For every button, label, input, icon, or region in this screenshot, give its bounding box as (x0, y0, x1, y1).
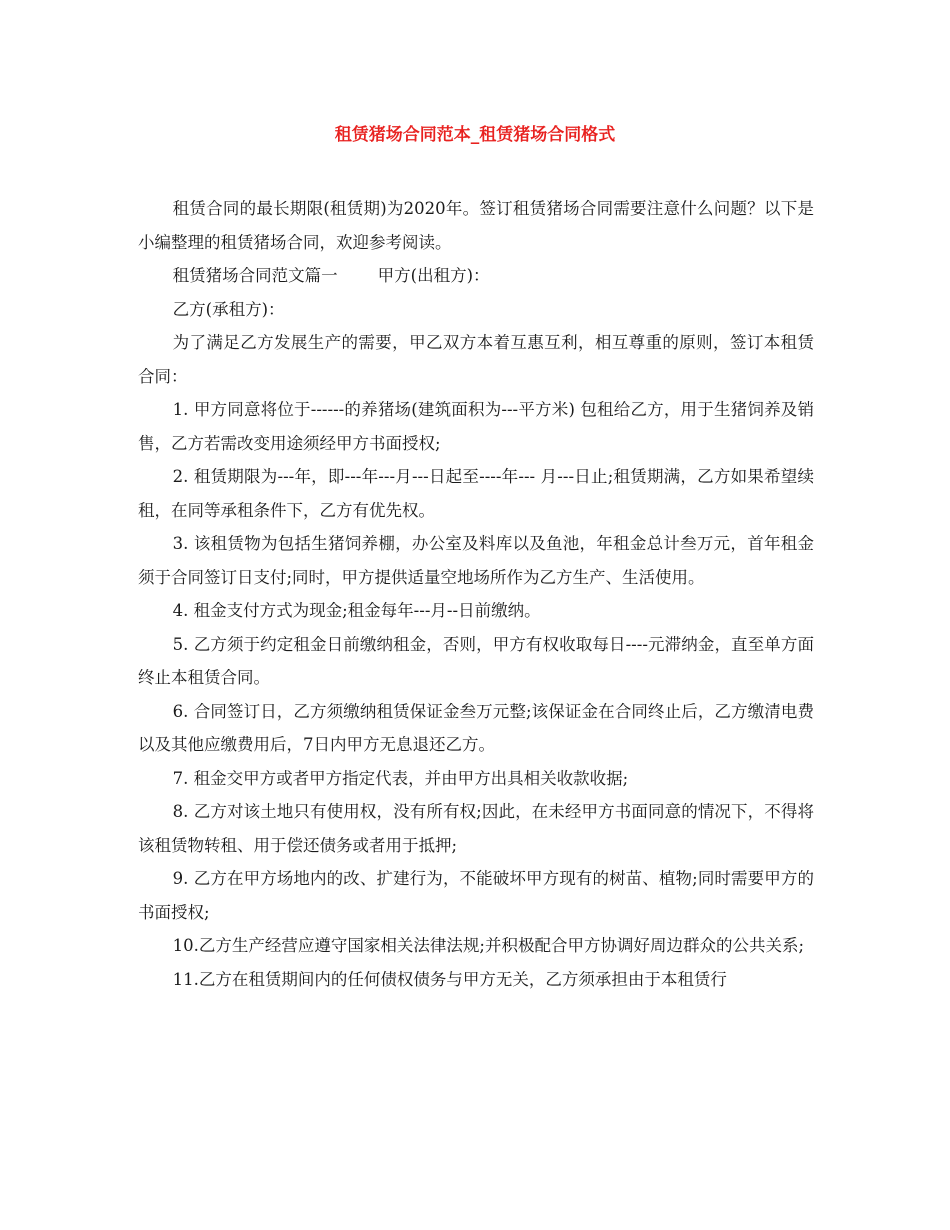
clause-10: 10.乙方生产经营应遵守国家相关法律法规;并积极配合甲方协调好周边群众的公共关系; (172, 936, 804, 955)
document-title: 租赁猪场合同范本_租赁猪场合同格式 (334, 125, 616, 145)
intro-paragraph: 租赁合同的最长期限(租赁期)为2020年。签订租赁猪场合同需要注意什么问题？以下是小编整理的租赁猪场合同，欢迎参考阅读。 (138, 199, 814, 252)
sample-heading: 租赁猪场合同范文篇一 (172, 266, 338, 285)
clause-8: 8. 乙方对该土地只有使用权，没有所有权;因此，在未经甲方书面同意的情况下，不得将该租赁物转租、用于偿还债务或者用于抵押; (138, 802, 814, 855)
clause-11: 11.乙方在租赁期间内的任何债权债务与甲方无关，乙方须承担由于本租赁行 (172, 969, 727, 989)
clause-5: 5. 乙方须于约定租金日前缴纳租金，否则，甲方有权收取每日----元滞纳金，直至单方面终止本租赁合同。 (138, 634, 814, 687)
clause-1: 1. 甲方同意将位于------的养猪场(建筑面积为---平方米) 包租给乙方，用于生猪饲养及销售，乙方若需改变用途须经甲方书面授权; (138, 400, 814, 453)
clause-9: 9. 乙方在甲方场地内的改、扩建行为，不能破坏甲方现有的树苗、植物;同时需要甲方的书面授权; (138, 869, 814, 922)
clause-4: 4. 租金支付方式为现金;租金每年---月--日前缴纳。 (172, 601, 541, 620)
clause-2: 2. 租赁期限为---年，即---年---月---日起至----年--- 月---日止;租赁期满，乙方如果希望续租，在同等承租条件下，乙方有优先权。 (138, 467, 814, 520)
preamble-paragraph: 为了满足乙方发展生产的需要，甲乙双方本着互惠互利，相互尊重的原则，签订本租赁合同： (138, 333, 814, 386)
document-body (138, 192, 814, 996)
sample-heading-line (138, 259, 814, 293)
clause-6: 6. 合同签订日，乙方须缴纳租赁保证金叁万元整;该保证金在合同终止后，乙方缴清电费以及其他应缴费用后，7日内甲方无息退还乙方。 (138, 701, 814, 754)
party-b-label: 乙方(承租方)： (172, 299, 285, 319)
clause-3: 3. 该租赁物为包括生猪饲养棚，办公室及料库以及鱼池，年租金总计叁万元，首年租金须于合同签订日支付;同时，甲方提供适量空地场所作为乙方生产、生活使用。 (138, 534, 814, 587)
party-a-label: 甲方(出租方)： (377, 266, 490, 285)
clause-7: 7. 租金交甲方或者甲方指定代表，并由甲方出具相关收款收据; (172, 768, 629, 788)
